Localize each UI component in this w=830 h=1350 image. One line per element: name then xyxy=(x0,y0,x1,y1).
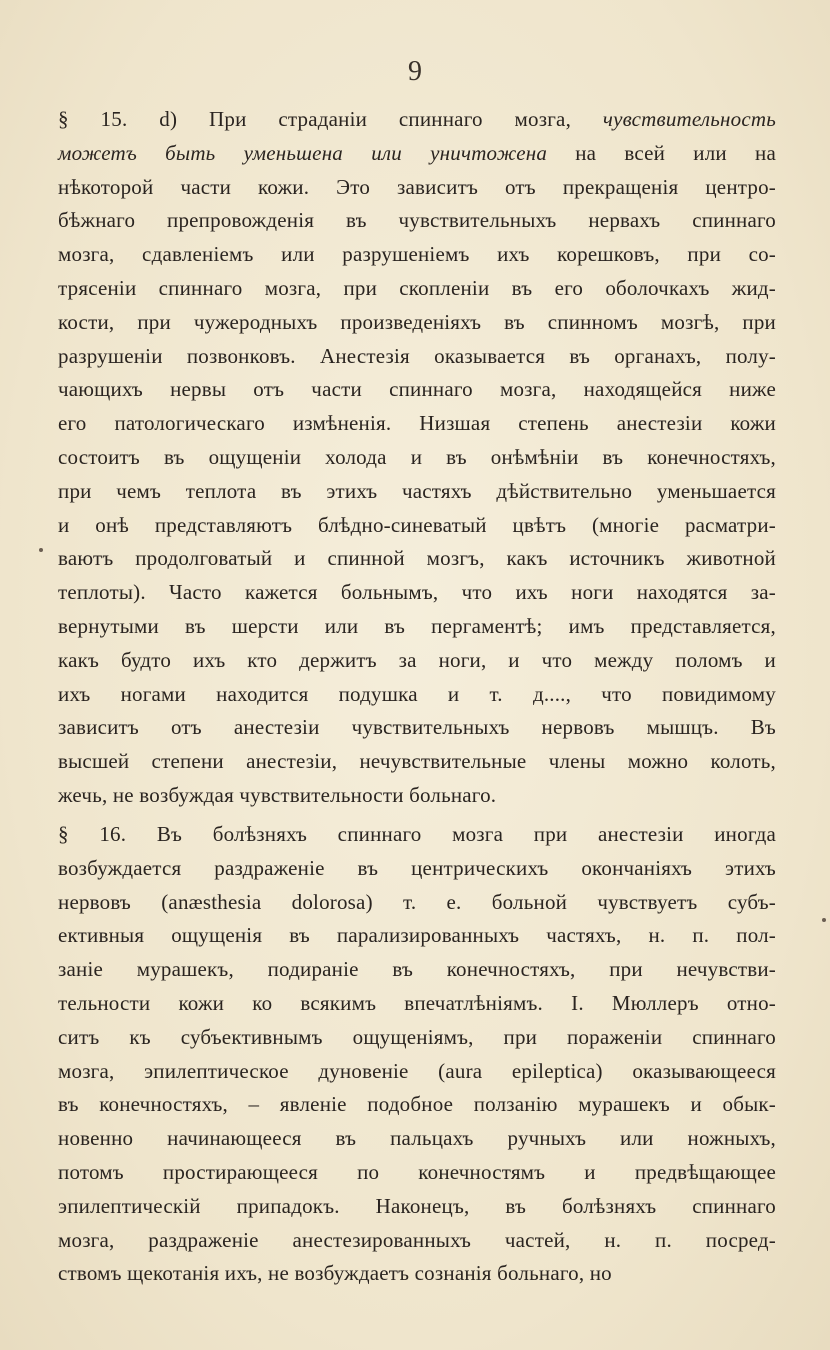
text-line xyxy=(58,644,776,678)
print-speck xyxy=(39,548,43,552)
page-number: 9 xyxy=(408,56,422,87)
text-line xyxy=(58,1088,776,1122)
text-line xyxy=(58,678,776,712)
text-line xyxy=(58,610,776,644)
line-text: § 16. Въ болѣзняхъ спиннаго мозга при анестезіи иногда xyxy=(58,822,776,846)
line-text: и онѣ представляютъ блѣдно-синеватый цвѣтъ (многіе расматри- xyxy=(58,512,776,537)
line-text: вернутыми въ шерсти или въ пергаментѣ; имъ представляется, xyxy=(58,613,776,638)
line-text: бѣжнаго препровожденія въ чувствительныхъ нервахъ спиннаго xyxy=(58,208,776,233)
line-text: мозга, сдавленіемъ или разрушеніемъ ихъ корешковъ, при со- xyxy=(58,242,776,267)
text-line xyxy=(58,103,776,137)
text-line xyxy=(58,1190,776,1224)
text-line xyxy=(58,919,776,953)
line-text: при чемъ теплота въ этихъ частяхъ дѣйствительно уменьшается xyxy=(58,478,776,503)
line-text: чающихъ нервы отъ части спиннаго мозга, находящейся ниже xyxy=(58,377,776,402)
line-text: эпилептическій припадокъ. Наконецъ, въ болѣзняхъ спиннаго xyxy=(58,1193,776,1218)
line-text: жечь, не возбуждая чувствительности больнаго. xyxy=(58,782,497,807)
text-line xyxy=(58,1021,776,1055)
text-line xyxy=(58,509,776,543)
text-line xyxy=(58,373,776,407)
print-speck xyxy=(822,918,826,922)
text-line xyxy=(58,886,776,920)
text-line xyxy=(58,987,776,1021)
line-text: мозга, раздраженіе анестезированныхъ частей, н. п. посред- xyxy=(58,1227,776,1252)
text-line xyxy=(58,204,776,238)
text-line xyxy=(58,953,776,987)
italic-text: можетъ быть уменьшена или уничтожена xyxy=(58,140,548,165)
text-line xyxy=(58,171,776,205)
text-line xyxy=(58,1122,776,1156)
text-line xyxy=(58,818,776,852)
line-text: ваютъ продолговатый и спинной мозгъ, какъ источникъ животной xyxy=(58,546,776,571)
line-text: ствомъ щекотанія ихъ, не возбуждаетъ сознанія больнаго, но xyxy=(58,1261,612,1286)
line-text: потомъ простирающееся по конечностямъ и предвѣщающее xyxy=(58,1159,776,1184)
text-line xyxy=(58,441,776,475)
text-line xyxy=(58,238,776,272)
line-text: его патологическаго измѣненія. Низшая степень анестезіи кожи xyxy=(58,411,776,436)
text-line xyxy=(58,779,776,813)
line-text: зависитъ отъ анестезіи чувствительныхъ нервовъ мышцъ. Въ xyxy=(58,715,776,740)
text-line xyxy=(58,1156,776,1190)
text-line xyxy=(58,137,776,171)
text-line xyxy=(58,542,776,576)
line-text: нервовъ (anæsthesia dolorosa) т. е. больной чувствуетъ субъ- xyxy=(58,889,776,914)
line-text: какъ будто ихъ кто держитъ за ноги, и что между поломъ и xyxy=(58,647,776,672)
line-text: трясеніи спиннаго мозга, при скопленіи въ его оболочкахъ жид- xyxy=(58,275,776,300)
line-text: въ конечностяхъ, – явленіе подобное ползанію мурашекъ и обык- xyxy=(58,1092,776,1117)
text-line xyxy=(58,1055,776,1089)
line-text: высшей степени анестезіи, нечувствительные члены можно колоть, xyxy=(58,749,776,774)
text-line xyxy=(58,306,776,340)
line-text: ективныя ощущенія въ парализированныхъ частяхъ, н. п. пол- xyxy=(58,923,776,948)
line-text: возбуждается раздраженіе въ центрическихъ окончаніяхъ этихъ xyxy=(58,855,776,880)
line-text: ихъ ногами находится подушка и т. д...., что повидимому xyxy=(58,681,776,706)
line-text: состоитъ въ ощущеніи холода и въ онѣмѣніи въ конечностяхъ, xyxy=(58,444,776,469)
line-text: кости, при чужеродныхъ произведеніяхъ въ спинномъ мозгѣ, при xyxy=(58,309,776,334)
text-line xyxy=(58,745,776,779)
text-line xyxy=(58,1257,776,1291)
text-line xyxy=(58,340,776,374)
line-text: нѣкоторой части кожи. Это зависитъ отъ прекращенія центро- xyxy=(58,174,776,199)
line-text: новенно начинающееся въ пальцахъ ручныхъ или ножныхъ, xyxy=(58,1126,776,1151)
line-text: теплоты). Часто кажется больнымъ, что ихъ ноги находятся за- xyxy=(58,580,776,605)
line-text: на всей или на xyxy=(547,140,776,165)
text-line xyxy=(58,711,776,745)
line-text: мозга, эпилептическое дуновеніе (aura epileptica) оказывающееся xyxy=(58,1058,776,1083)
line-text: разрушеніи позвонковъ. Анестезія оказывается въ органахъ, полу- xyxy=(58,343,776,368)
paragraph-15 xyxy=(58,103,776,813)
paragraph-16 xyxy=(58,818,776,1291)
text-line xyxy=(58,475,776,509)
text-line xyxy=(58,1224,776,1258)
text-line xyxy=(58,272,776,306)
line-text: заніе мурашекъ, подираніе въ конечностяхъ, при нечувстви- xyxy=(58,957,776,982)
text-line xyxy=(58,576,776,610)
text-line xyxy=(58,852,776,886)
line-text: ситъ къ субъективнымъ ощущеніямъ, при пораженіи спиннаго xyxy=(58,1024,776,1049)
text-line xyxy=(58,407,776,441)
line-text: тельности кожи ко всякимъ впечатлѣніямъ. I. Мюллеръ отно- xyxy=(58,990,776,1015)
italic-text: чувствительность xyxy=(602,107,776,131)
line-text: § 15. d) При страданіи спиннаго мозга, xyxy=(58,107,603,131)
